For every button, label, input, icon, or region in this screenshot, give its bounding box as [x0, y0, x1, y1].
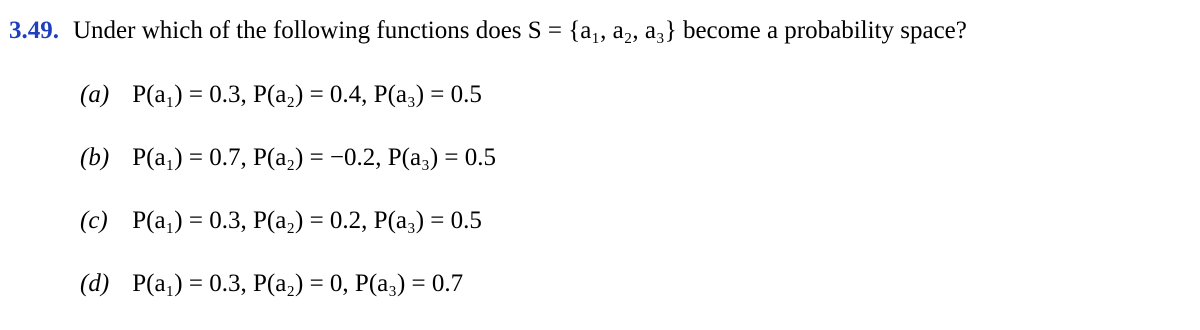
problem-statement	[9, 14, 967, 48]
option-text: P(a₁) = 0.3, P(a₂) = 0.2, P(a₃) = 0.5	[132, 207, 482, 234]
problem-number: 3.49.	[9, 17, 59, 44]
option-label: (d)	[80, 270, 110, 297]
option-text: P(a₁) = 0.3, P(a₂) = 0, P(a₃) = 0.7	[132, 270, 464, 297]
option-b	[80, 141, 496, 175]
option-c	[80, 204, 496, 238]
option-text: P(a₁) = 0.7, P(a₂) = −0.2, P(a₃) = 0.5	[132, 144, 496, 171]
option-label: (b)	[80, 144, 110, 171]
option-d	[80, 267, 496, 301]
option-text: P(a₁) = 0.3, P(a₂) = 0.4, P(a₃) = 0.5	[132, 81, 482, 108]
problem-question: Under which of the following functions does S = {a₁, a₂, a₃} become a probability space?	[73, 17, 967, 44]
option-a	[80, 78, 496, 112]
answer-options	[80, 78, 496, 330]
option-label: (c)	[80, 207, 108, 234]
option-label: (a)	[80, 81, 110, 108]
